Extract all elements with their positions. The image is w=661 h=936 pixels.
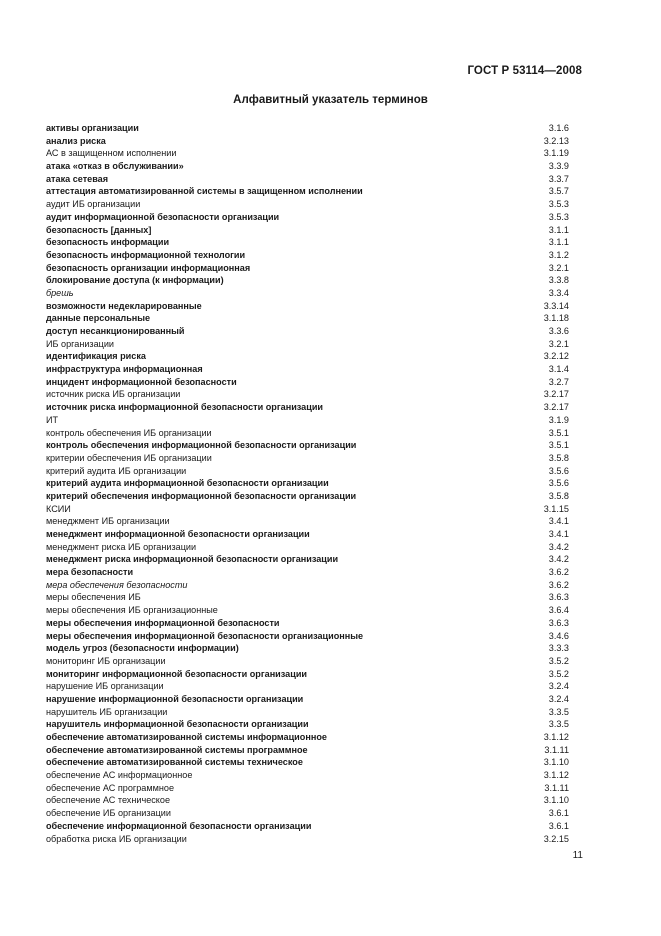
index-entry (46, 262, 569, 275)
index-term: активы организации (46, 123, 139, 133)
index-term: обеспечение автоматизированной системы техническое (46, 757, 303, 768)
index-entry (46, 820, 569, 833)
index-ref: 3.1.6 (548, 123, 569, 133)
index-term: блокирование доступа (к информации) (46, 275, 224, 286)
index-term: обеспечение информационной безопасности организации (46, 820, 312, 831)
index-ref: 3.5.2 (548, 655, 569, 666)
index-ref: 3.3.7 (548, 173, 569, 184)
index-entry (46, 680, 569, 693)
index-term: критерий обеспечения информационной безопасности организации (46, 490, 357, 501)
index-entry (46, 630, 569, 643)
index-entry (46, 515, 569, 528)
index-ref: 3.2.4 (548, 681, 569, 692)
index-term: меры обеспечения информационной безопасности (46, 617, 280, 628)
page-title: Алфавитный указатель терминов (233, 94, 428, 106)
index-entry (46, 693, 569, 706)
index-term: мера безопасности (46, 567, 134, 578)
index-term: менеджмент информационной безопасности организации (46, 529, 310, 539)
index-ref: 3.3.5 (548, 719, 569, 730)
index-entry (46, 490, 569, 503)
index-ref: 3.6.3 (548, 592, 569, 603)
index-ref: 3.1.1 (548, 224, 569, 235)
index-ref: 3.3.9 (548, 161, 569, 172)
index-term: критерий аудита ИБ организации (46, 465, 187, 476)
index-entry (46, 744, 569, 757)
standard-id: ГОСТ Р 53114—2008 (467, 65, 582, 77)
index-entry (46, 528, 569, 541)
index-ref: 3.4.6 (548, 630, 569, 641)
index-entry (46, 452, 569, 465)
index-term: аттестация автоматизированной системы в защищенном исполнении (46, 186, 363, 197)
index-ref: 3.6.3 (548, 617, 569, 628)
index-entry (46, 579, 569, 592)
index-term: безопасность [данных] (46, 224, 152, 235)
index-ref: 3.6.4 (548, 605, 569, 616)
index-ref: 3.4.2 (548, 541, 569, 552)
index-entry (46, 604, 569, 617)
index-term: обеспечение АС программное (46, 782, 175, 793)
index-ref: 3.5.3 (548, 199, 569, 210)
page-number: 11 (572, 850, 583, 861)
index-ref: 3.5.6 (548, 465, 569, 476)
index-ref: 3.4.1 (548, 529, 569, 539)
index-entry (46, 718, 569, 731)
index-term: анализ риска (46, 135, 106, 146)
index-term: нарушитель информационной безопасности организации (46, 719, 309, 730)
index-ref: 3.1.15 (543, 503, 569, 514)
index-entry (46, 553, 569, 566)
index-ref: 3.5.2 (548, 668, 569, 679)
index-entry (46, 325, 569, 338)
index-entry (46, 566, 569, 579)
index-ref: 3.1.2 (548, 249, 569, 260)
index-term: меры обеспечения ИБ (46, 592, 141, 603)
index-ref: 3.5.6 (548, 478, 569, 489)
index-entry (46, 833, 569, 846)
index-term: меры обеспечения информационной безопасности организационные (46, 630, 364, 641)
index-term: КСИИ (46, 503, 71, 514)
index-term: менеджмент ИБ организации (46, 516, 170, 527)
index-entry (46, 427, 569, 440)
index-ref: 3.2.17 (543, 389, 569, 400)
index-entry (46, 135, 569, 148)
index-ref: 3.2.15 (543, 833, 569, 844)
index-entry (46, 731, 569, 744)
index-term: обеспечение автоматизированной системы информационное (46, 732, 327, 742)
index-term: контроль обеспечения информационной безопасности организации (46, 440, 357, 451)
index-ref: 3.3.5 (548, 706, 569, 717)
index-entry (46, 211, 569, 224)
index-term: инфраструктура информационная (46, 364, 203, 375)
index-entry (46, 249, 569, 262)
index-ref: 3.3.8 (548, 275, 569, 286)
index-entry (46, 477, 569, 490)
index-entry (46, 198, 569, 211)
index-entry (46, 642, 569, 655)
index-term: брешь (46, 287, 74, 298)
index-ref: 3.3.3 (548, 643, 569, 654)
index-term: атака сетевая (46, 173, 109, 184)
index-ref: 3.6.1 (548, 808, 569, 819)
index-entry (46, 794, 569, 807)
index-term: критерий аудита информационной безопасности организации (46, 478, 329, 489)
index-entry (46, 541, 569, 554)
index-ref: 3.2.7 (548, 376, 569, 387)
index-ref: 3.3.4 (548, 287, 569, 298)
index-ref: 3.2.12 (543, 351, 569, 362)
index-entry (46, 224, 569, 237)
index-entry (46, 655, 569, 668)
index-term: менеджмент риска информационной безопасности организации (46, 554, 339, 565)
index-ref: 3.1.11 (544, 744, 569, 755)
index-ref: 3.6.2 (548, 567, 569, 578)
index-term: данные персональные (46, 313, 151, 324)
index-term: инцидент информационной безопасности (46, 376, 237, 387)
index-term: нарушитель ИБ организации (46, 706, 168, 717)
index-ref: 3.5.1 (548, 427, 569, 438)
index-term: менеджмент риска ИБ организации (46, 541, 197, 552)
index-entry (46, 782, 569, 795)
index-ref: 3.1.4 (548, 364, 569, 375)
index-term: нарушение ИБ организации (46, 681, 164, 692)
index-ref: 3.1.9 (548, 414, 569, 425)
index-entry (46, 591, 569, 604)
index-term: обеспечение АС техническое (46, 795, 170, 806)
index-entry (46, 388, 569, 401)
index-entry (46, 617, 569, 630)
index-term: безопасность организации информационная (46, 262, 251, 273)
index-entry (46, 338, 569, 351)
index-term: модель угроз (безопасности информации) (46, 643, 239, 654)
index-entry (46, 503, 569, 516)
index-term: атака «отказ в обслуживании» (46, 161, 184, 172)
index-term: обеспечение автоматизированной системы программное (46, 744, 308, 755)
index-ref: 3.1.11 (544, 782, 569, 793)
index-entry (46, 287, 569, 300)
index-ref: 3.3.6 (548, 326, 569, 336)
index-ref: 3.2.1 (548, 338, 569, 349)
index-entry (46, 350, 569, 363)
index-term: обеспечение АС информационное (46, 770, 193, 781)
index-term: критерии обеспечения ИБ организации (46, 452, 212, 463)
index-entry (46, 439, 569, 452)
index-entry (46, 122, 569, 135)
index-term: мера обеспечения безопасности (46, 579, 188, 590)
index-entry (46, 185, 569, 198)
index-ref: 3.1.10 (543, 757, 569, 768)
index-entry (46, 769, 569, 782)
index-ref: 3.5.1 (548, 440, 569, 451)
index-term: аудит информационной безопасности организации (46, 211, 280, 222)
index-ref: 3.3.14 (543, 300, 569, 311)
index-entry (46, 312, 569, 325)
index-term: идентификация риска (46, 351, 146, 362)
index-entry (46, 274, 569, 287)
index-entry (46, 807, 569, 820)
index-term: обработка риска ИБ организации (46, 833, 187, 844)
index-ref: 3.1.12 (543, 732, 569, 742)
index-ref: 3.1.10 (543, 795, 569, 806)
index-term: ИТ (46, 414, 59, 425)
index-entry (46, 300, 569, 313)
index-term: доступ несанкционированный (46, 326, 185, 336)
index-term: мониторинг ИБ организации (46, 655, 166, 666)
index-term: контроль обеспечения ИБ организации (46, 427, 212, 438)
index-ref: 3.4.2 (548, 554, 569, 565)
index-entry (46, 465, 569, 478)
index-ref: 3.5.7 (548, 186, 569, 197)
index-ref: 3.1.19 (543, 148, 569, 159)
index-term: источник риска ИБ организации (46, 389, 181, 400)
index-entry (46, 173, 569, 186)
index-entry (46, 756, 569, 769)
index-term: обеспечение ИБ организации (46, 808, 171, 819)
index-term: меры обеспечения ИБ организационные (46, 605, 218, 616)
term-index (46, 122, 569, 845)
index-ref: 3.2.17 (543, 402, 569, 413)
index-term: безопасность информации (46, 237, 170, 248)
index-ref: 3.5.8 (548, 490, 569, 501)
index-ref: 3.6.2 (548, 579, 569, 590)
index-ref: 3.5.8 (548, 452, 569, 463)
index-term: аудит ИБ организации (46, 199, 141, 210)
index-ref: 3.4.1 (548, 516, 569, 527)
index-term: источник риска информационной безопасности организации (46, 402, 324, 413)
index-entry (46, 363, 569, 376)
index-entry (46, 668, 569, 681)
index-term: ИБ организации (46, 338, 115, 349)
index-entry (46, 401, 569, 414)
index-entry (46, 160, 569, 173)
index-term: нарушение информационной безопасности организации (46, 693, 304, 704)
index-term: возможности недекларированные (46, 300, 202, 311)
index-entry (46, 147, 569, 160)
index-ref: 3.1.12 (543, 770, 569, 781)
index-ref: 3.6.1 (548, 820, 569, 831)
index-entry (46, 414, 569, 427)
index-ref: 3.1.1 (548, 237, 569, 248)
index-ref: 3.2.1 (548, 262, 569, 273)
index-entry (46, 236, 569, 249)
index-ref: 3.1.18 (543, 313, 569, 324)
index-ref: 3.2.4 (548, 693, 569, 704)
index-ref: 3.2.13 (543, 135, 569, 146)
index-term: безопасность информационной технологии (46, 249, 246, 260)
index-term: АС в защищенном исполнении (46, 148, 177, 159)
index-entry (46, 706, 569, 719)
index-entry (46, 376, 569, 389)
index-term: мониторинг информационной безопасности организации (46, 668, 308, 679)
index-ref: 3.5.3 (548, 211, 569, 222)
